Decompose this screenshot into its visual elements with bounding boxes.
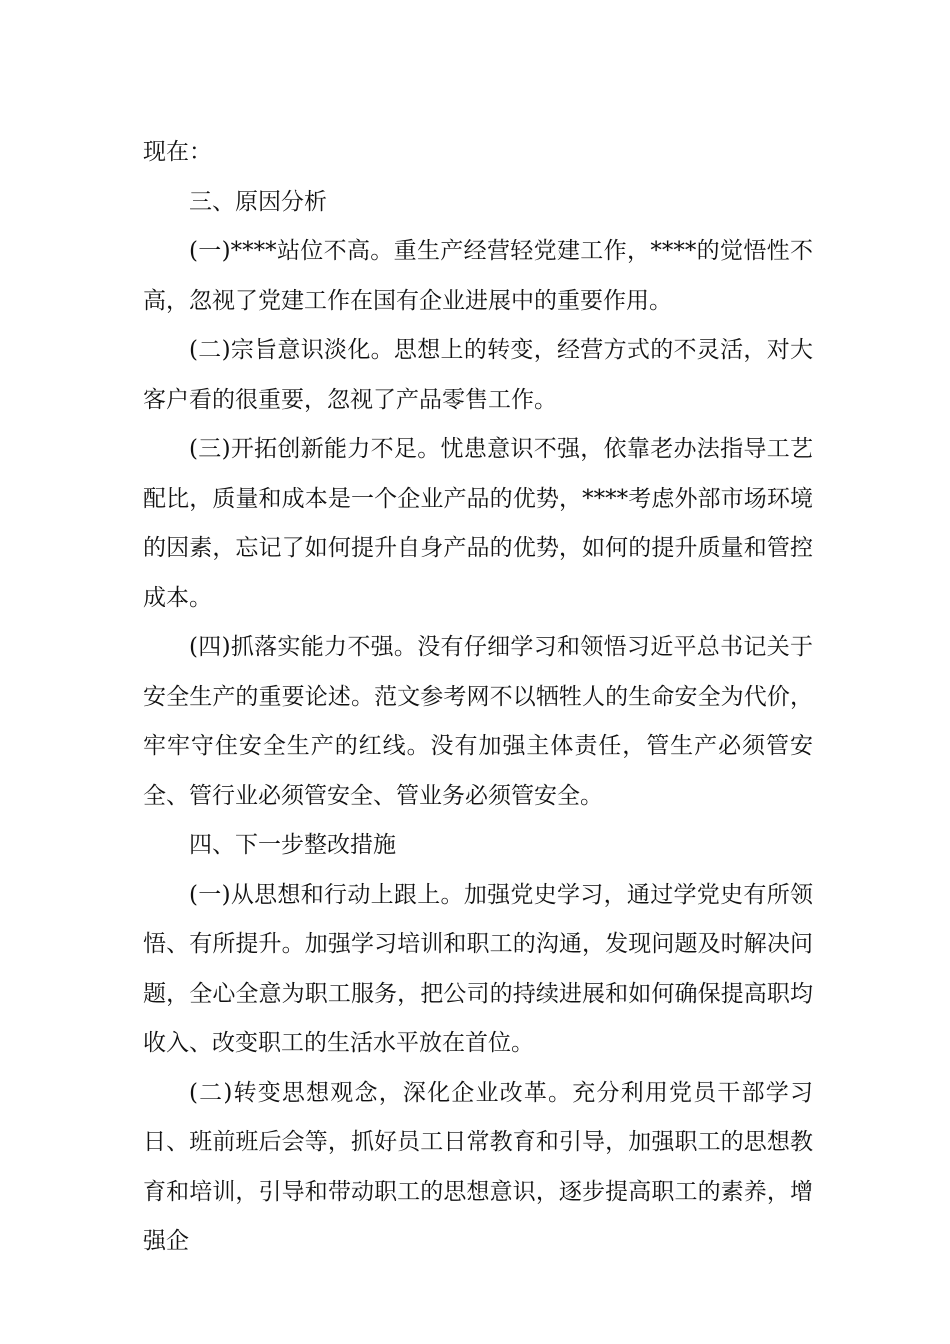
paragraph-cause-3: (三)开拓创新能力不足。忧患意识不强，依靠老办法指导工艺配比，质量和成本是一个企业产品的优势，****考虑外部市场环境的因素，忘记了如何提升自身产品的优势，如何的提升质量和管控成本。 xyxy=(143,436,813,611)
heading-cause-analysis: 三、原因分析 xyxy=(189,188,327,215)
paragraph-intro: 现在： xyxy=(143,139,212,165)
paragraph-measure-1: (一)从思想和行动上跟上。加强党史学习，通过学党史有所领悟、有所提升。加强学习培训和职工的沟通，发现问题及时解决问题，全心全意为职工服务，把公司的持续进展和如何确保提高职均收入、改变职工的生活水平放在首位。 xyxy=(143,881,813,1056)
paragraph-cause-1: (一)****站位不高。重生产经营轻党建工作，****的觉悟性不高，忽视了党建工作在国有企业进展中的重要作用。 xyxy=(143,238,813,314)
heading-next-steps: 四、下一步整改措施 xyxy=(189,832,396,858)
document-body xyxy=(143,128,813,1267)
paragraph-cause-4: (四)抓落实能力不强。没有仔细学习和领悟习近平总书记关于安全生产的重要论述。范文参考网不以牺牲人的生命安全为代价，牢牢守住安全生产的红线。没有加强主体责任，管生产必须管安全、管行业必须管安全、管业务必须管安全。 xyxy=(143,634,813,809)
paragraph-measure-2: (二)转变思想观念，深化企业改革。充分利用党员干部学习日、班前班后会等，抓好员工日常教育和引导，加强职工的思想教育和培训，引导和带动职工的思想意识，逐步提高职工的素养，增强企 xyxy=(143,1079,813,1254)
paragraph-cause-2: (二)宗旨意识淡化。思想上的转变，经营方式的不灵活，对大客户看的很重要，忽视了产品零售工作。 xyxy=(143,337,813,413)
